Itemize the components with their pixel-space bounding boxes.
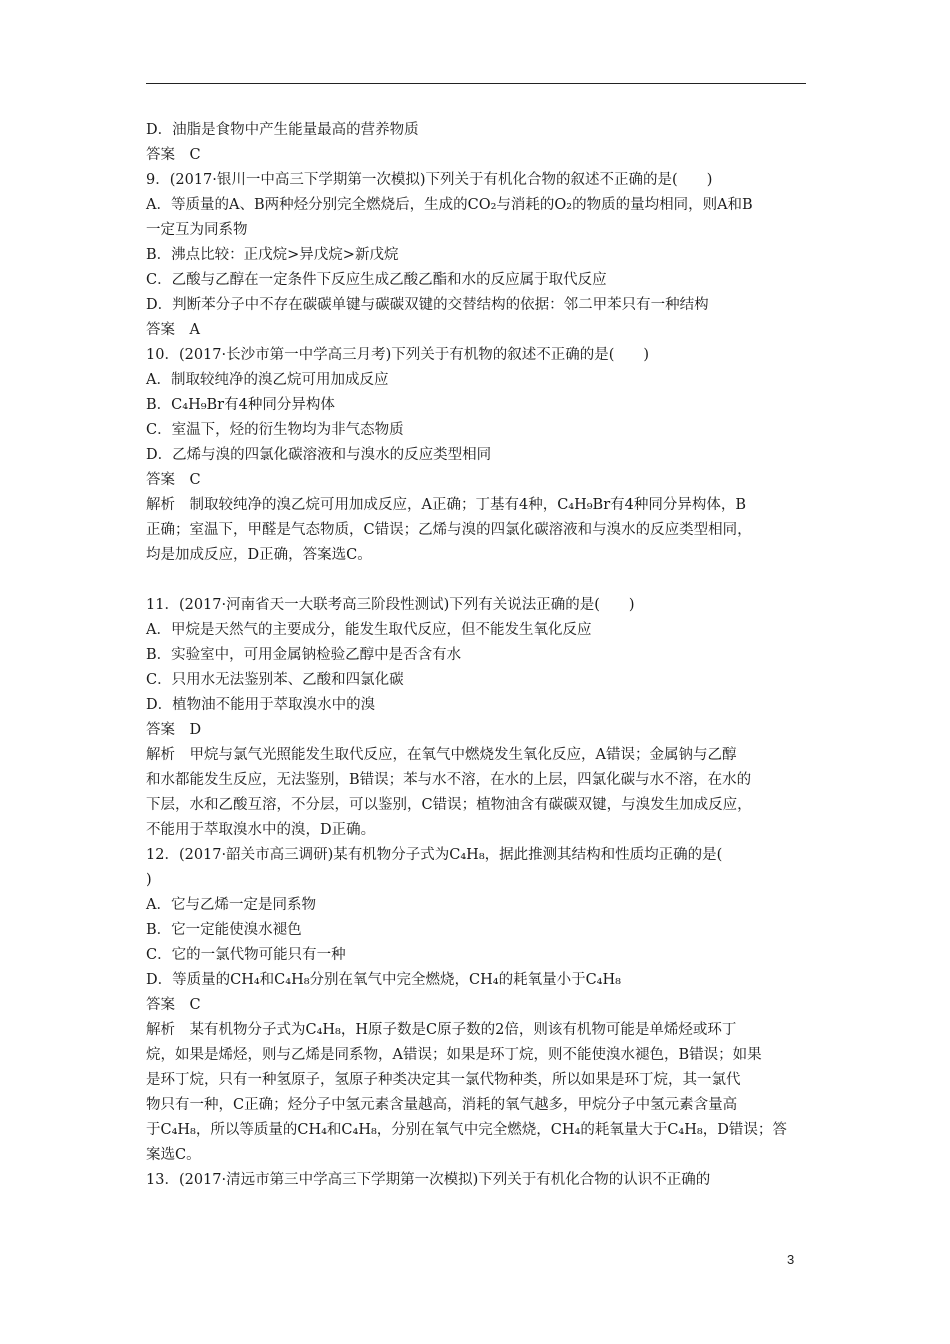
q11-explanation-line4: 不能用于萃取溴水中的溴，D正确。: [146, 822, 376, 838]
q12-option-a: A．它与乙烯一定是同系物: [146, 897, 316, 913]
q9-stem: 9．(2017·银川一中高三下学期第一次模拟)下列关于有机化合物的叙述不正确的是( ): [146, 172, 713, 188]
q11-stem: 11．(2017·河南省天一大联考高三阶段性测试)下列有关说法正确的是( ): [146, 597, 635, 613]
q12-explanation-line3: 是环丁烷，只有一种氢原子，氢原子种类决定其一氯代物种类，所以如果是环丁烷，其一氯代: [146, 1072, 741, 1088]
q12-explanation-line6: 案选C。: [146, 1147, 201, 1163]
q8-option-d: D．油脂是食物中产生能量最高的营养物质: [146, 122, 419, 138]
q10-explanation-line2: 正确；室温下，甲醛是气态物质，C错误；乙烯与溴的四氯化碳溶液和与溴水的反应类型相同，: [146, 522, 752, 538]
page-body: [146, 118, 816, 1193]
q9-answer: 答案 A: [146, 322, 200, 338]
q10-option-c: C．室温下，烃的衍生物均为非气态物质: [146, 422, 404, 438]
header-rule: [146, 83, 806, 84]
q11-explanation-line1: 解析 甲烷与氯气光照能发生取代反应，在氧气中燃烧发生氧化反应，A错误；金属钠与乙醇: [146, 747, 737, 763]
q11-option-a: A．甲烷是天然气的主要成分，能发生取代反应，但不能发生氧化反应: [146, 622, 592, 638]
q12-option-d: D．等质量的CH₄和C₄H₈分别在氧气中完全燃烧，CH₄的耗氧量小于C₄H₈: [146, 972, 621, 988]
q11-option-c: C．只用水无法鉴别苯、乙酸和四氯化碳: [146, 672, 404, 688]
q10-option-d: D．乙烯与溴的四氯化碳溶液和与溴水的反应类型相同: [146, 447, 492, 463]
q12-stem-line1: 12．(2017·韶关市高三调研)某有机物分子式为C₄H₈，据此推测其结构和性质均正确的是(: [146, 847, 723, 863]
q9-option-b: B．沸点比较：正戊烷>异戊烷>新戊烷: [146, 247, 399, 263]
page-number: 3: [787, 1252, 795, 1267]
q8-answer: 答案 C: [146, 147, 201, 163]
q10-explanation-line1: 解析 制取较纯净的溴乙烷可用加成反应，A正确；丁基有4种，C₄H₉Br有4种同分异构体，B: [146, 497, 747, 513]
q10-answer: 答案 C: [146, 472, 201, 488]
q10-explanation-line3: 均是加成反应，D正确，答案选C。: [146, 547, 372, 563]
q12-explanation-line2: 烷，如果是烯烃，则与乙烯是同系物，A错误；如果是环丁烷，则不能使溴水褪色，B错误；如果: [146, 1047, 762, 1063]
q12-explanation-line4: 物只有一种，C正确；烃分子中氢元素含量越高，消耗的氧气越多，甲烷分子中氢元素含量高: [146, 1097, 738, 1113]
q9-option-a-line1: A．等质量的A、B两种烃分别完全燃烧后，生成的CO₂与消耗的O₂的物质的量均相同，则A和B: [146, 197, 753, 213]
q10-option-a: A．制取较纯净的溴乙烷可用加成反应: [146, 372, 389, 388]
q10-stem: 10．(2017·长沙市第一中学高三月考)下列关于有机物的叙述不正确的是( ): [146, 347, 650, 363]
q12-option-c: C．它的一氯代物可能只有一种: [146, 947, 346, 963]
q12-explanation-line1: 解析 某有机物分子式为C₄H₈，H原子数是C原子数的2倍，则该有机物可能是单烯烃或环丁: [146, 1022, 737, 1038]
q9-option-a-line2: 一定互为同系物: [146, 222, 248, 238]
q11-explanation-line3: 下层，水和乙酸互溶，不分层，可以鉴别，C错误；植物油含有碳碳双键，与溴发生加成反应，: [146, 797, 752, 813]
q10-option-b: B．C₄H₉Br有4种同分异构体: [146, 397, 335, 413]
q11-explanation-line2: 和水都能发生反应，无法鉴别，B错误；苯与水不溶，在水的上层，四氯化碳与水不溶，在水的: [146, 772, 752, 788]
q11-option-b: B．实验室中，可用金属钠检验乙醇中是否含有水: [146, 647, 462, 663]
q12-explanation-line5: 于C₄H₈，所以等质量的CH₄和C₄H₈，分别在氧气中完全燃烧，CH₄的耗氧量大于C₄H₈，D错误；答: [146, 1122, 787, 1138]
q12-option-b: B．它一定能使溴水褪色: [146, 922, 302, 938]
q11-answer: 答案 D: [146, 722, 202, 738]
q12-stem-line2: ): [146, 872, 152, 888]
q11-option-d: D．植物油不能用于萃取溴水中的溴: [146, 697, 376, 713]
q9-option-c: C．乙酸与乙醇在一定条件下反应生成乙酸乙酯和水的反应属于取代反应: [146, 272, 607, 288]
q9-option-d: D．判断苯分子中不存在碳碳单键与碳碳双键的交替结构的依据：邻二甲苯只有一种结构: [146, 297, 709, 313]
q13-stem: 13．(2017·清远市第三中学高三下学期第一次模拟)下列关于有机化合物的认识不正确的: [146, 1172, 711, 1188]
section-gap: [146, 568, 816, 593]
q12-answer: 答案 C: [146, 997, 201, 1013]
